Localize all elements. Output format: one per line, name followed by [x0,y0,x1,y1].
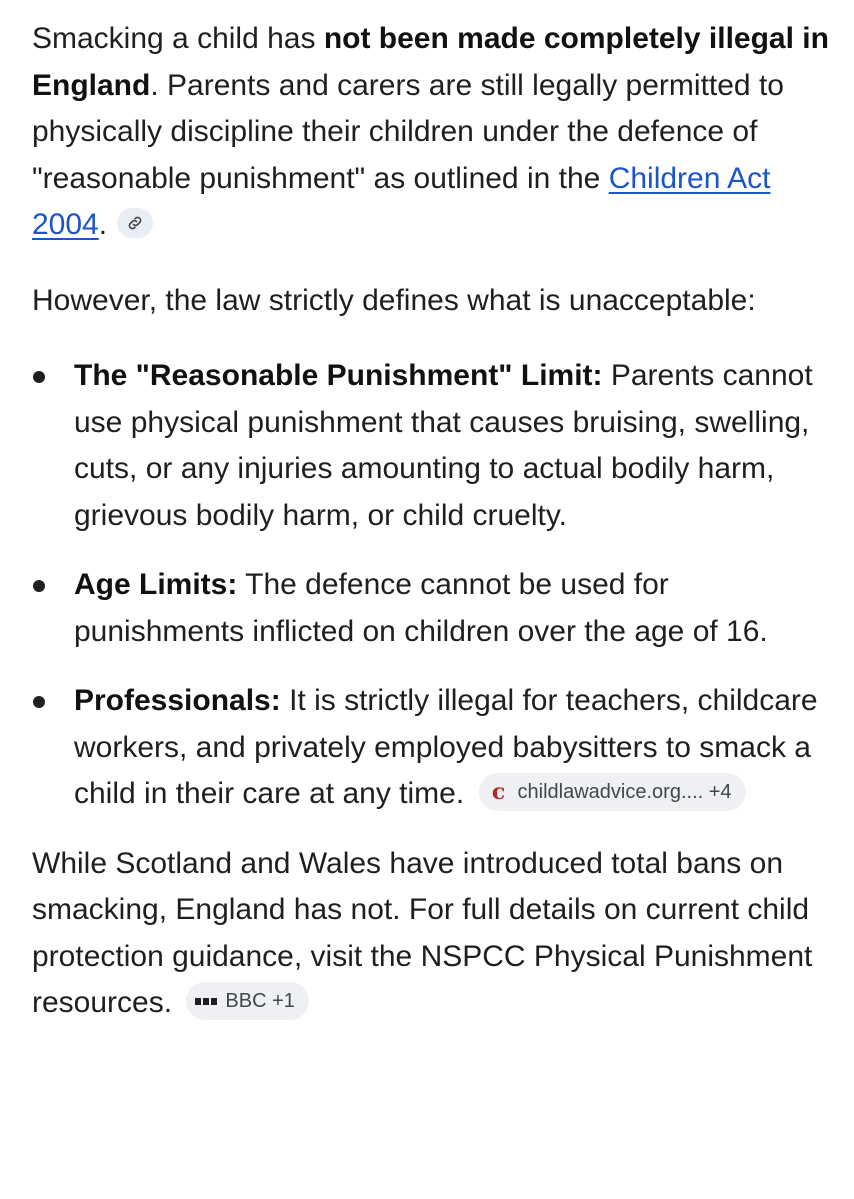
intro-text-start: Smacking a child has [32,22,324,55]
list-item-title: Age Limits: [74,568,238,601]
list-item-text: The defence cannot be used for punishments inflicted on children over the age of 16. [74,568,768,648]
source-chip-bbc[interactable] [186,982,308,1020]
link-icon[interactable] [117,208,153,238]
closing-text: While Scotland and Wales have introduced total bans on smacking, England has not. For full details on current child protection guidance, visit the NSPCC Physical Punishment resources. [32,846,813,1019]
children-act-link[interactable]: Children Act 2004 [32,161,771,241]
intro-text-middle: . Parents and carers are still legally permitted to physically discipline their children under the defence of "reasonable punishment" as outlined in the [32,68,784,195]
source-chip-label: childlawadvice.org.... +4 [517,781,732,804]
source-chip-label: BBC +1 [225,990,295,1013]
law-intro-paragraph: However, the law strictly defines what is unacceptable: [32,283,756,317]
bbc-favicon-icon [195,998,217,1005]
intro-paragraph [32,16,832,249]
list-item-title: The "Reasonable Punishment" Limit: [74,359,603,392]
closing-paragraph [32,841,832,1027]
bullet-dot [33,696,45,708]
intro-bold-text: not been made completely illegal in England [32,22,829,102]
answer-content [32,16,832,1027]
list-item-text: Parents cannot use physical punishment that causes bruising, swelling, cuts, or any injuries amounting to actual bodily harm, grievous bodily harm, or child cruelty. [74,359,813,532]
list-item [32,678,832,818]
list-item-title: Professionals: [74,684,281,717]
bullet-dot [33,580,45,592]
list-item [32,562,832,655]
rules-list [32,353,832,818]
source-chip-childlawadvice[interactable] [479,773,746,811]
list-item [32,353,832,539]
bullet-dot [33,371,45,383]
intro-text-end: . [98,208,108,241]
childlawadvice-favicon-icon: c [491,779,506,806]
list-item-text: It is strictly illegal for teachers, childcare workers, and privately employed babysitters to smack a child in their care at any time. [74,684,818,810]
